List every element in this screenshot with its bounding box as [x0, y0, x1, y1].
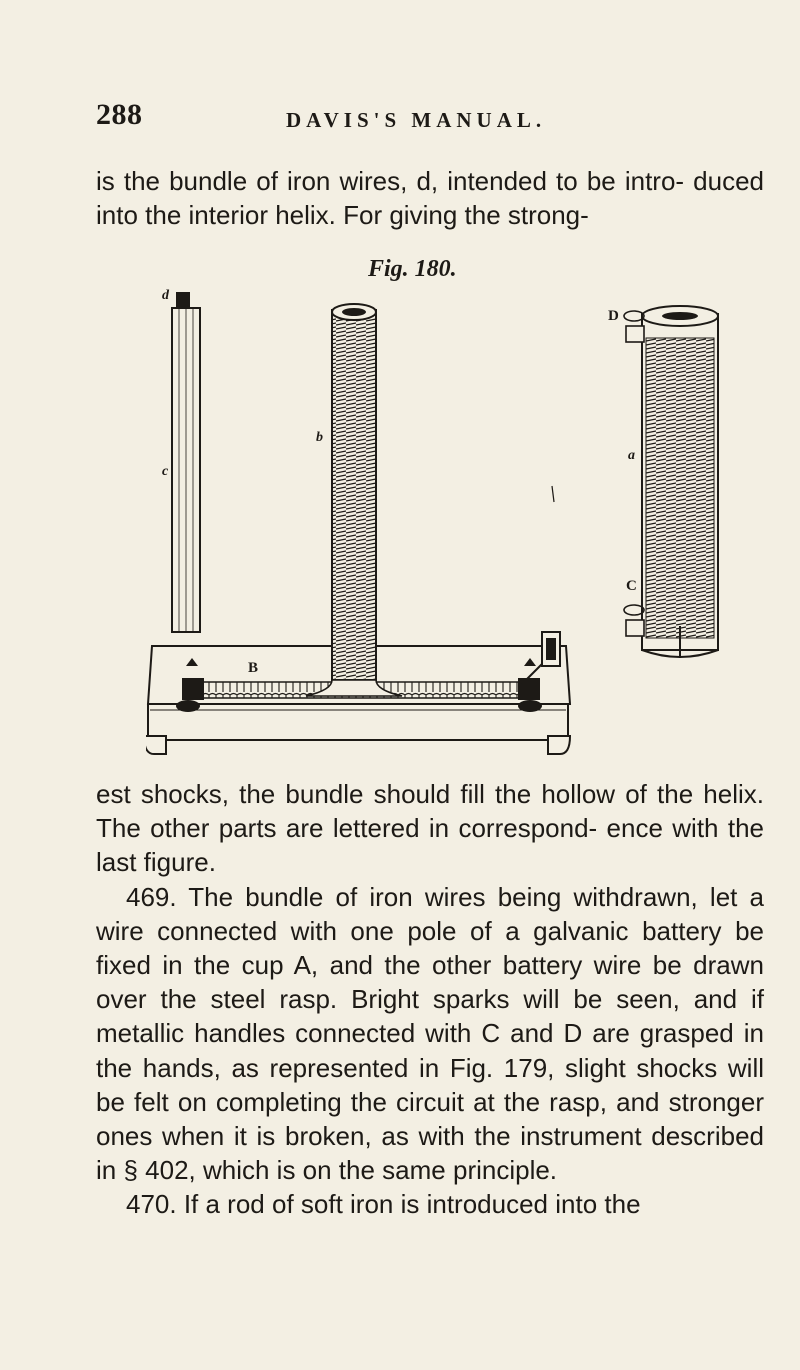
- bottom-text: [96, 777, 764, 1222]
- running-head: DAVIS'S MANUAL.: [286, 108, 547, 132]
- apparatus-illustration: [146, 286, 736, 764]
- helix-a: [624, 306, 718, 658]
- paragraph-470: 470. If a rod of soft iron is introduced into the: [126, 1189, 641, 1220]
- page-number: 288: [96, 98, 143, 131]
- label-D: D: [608, 308, 619, 324]
- label-a: a: [628, 448, 635, 463]
- top-paragraph: is the bundle of iron wires, d, intended to be intro- duced into the interior helix. For giving the strong-: [96, 166, 764, 231]
- binding-post-a: [522, 632, 560, 684]
- label-b: b: [316, 430, 323, 445]
- label-B: B: [248, 660, 259, 676]
- paragraph-469: 469. The bundle of iron wires being withdrawn, let a wire connected with one pole of a galvanic battery be fixed in the cup A, and the other battery wire be drawn over the steel rasp. Bright sparks will be seen, and if metallic handles connected with C and D are grasped in the hands, as represented in Fig. 179, slight shocks will be felt on completing the circuit at the rasp, and stronger ones when it is broken, as with the instrument described in § 402, which is on the same principle.: [96, 881, 764, 1186]
- page-header: [96, 98, 776, 138]
- label-d: d: [162, 288, 169, 303]
- iron-wire-bundle: [172, 292, 200, 632]
- helix-b: [306, 304, 402, 696]
- label-C: C: [626, 578, 637, 594]
- figure-180: [146, 286, 736, 764]
- label-c-lower: c: [162, 464, 169, 479]
- figure-caption: Fig. 180.: [368, 256, 457, 282]
- paragraph-continuation: est shocks, the bundle should fill the hollow of the helix. The other parts are lettered in correspond- ence with the last figure.: [96, 779, 764, 878]
- stray-mark: [552, 486, 554, 502]
